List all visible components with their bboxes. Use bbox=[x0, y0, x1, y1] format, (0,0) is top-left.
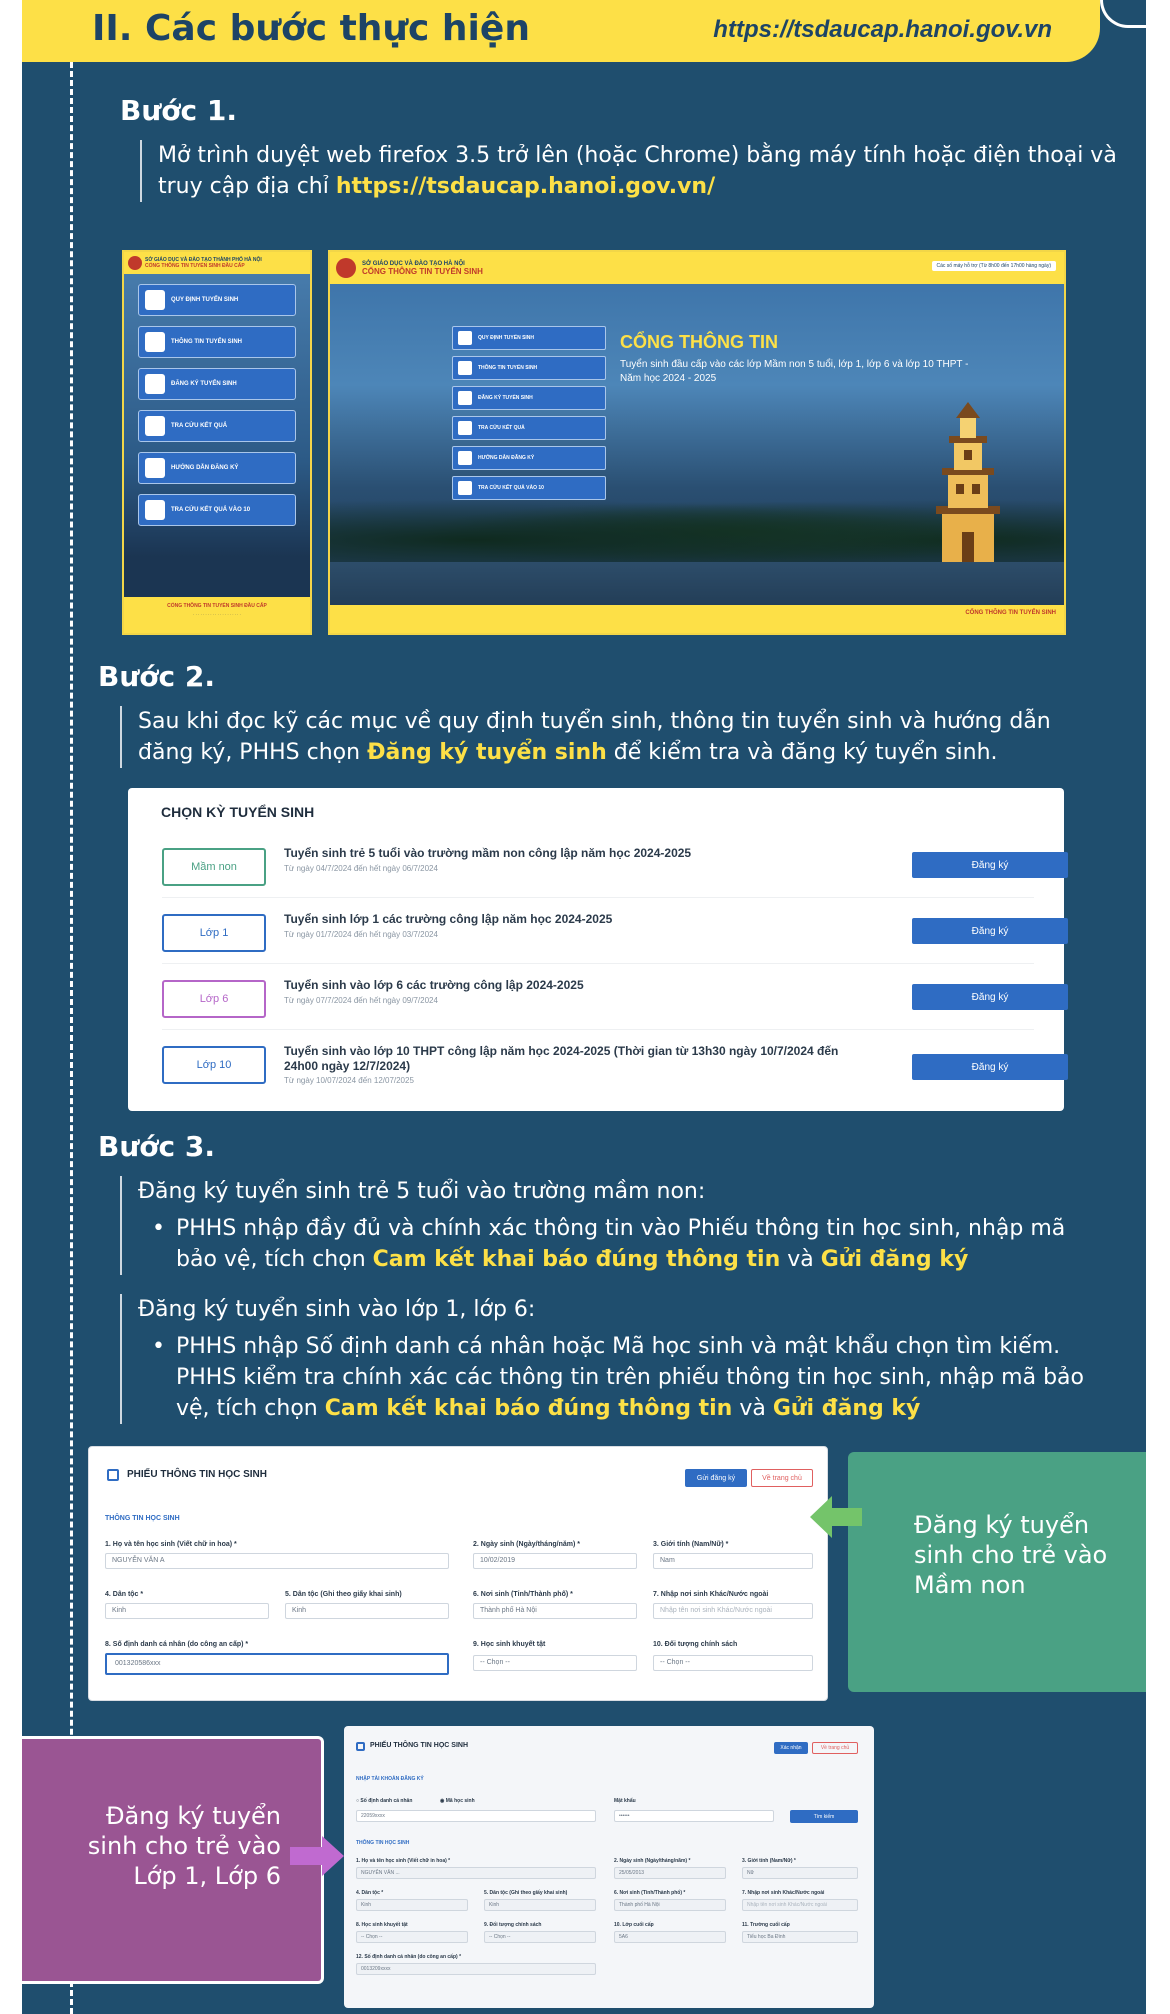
step3-mn-bullet bbox=[138, 1213, 1110, 1275]
step1-heading: Bước 1. bbox=[120, 94, 237, 127]
period-date: Từ ngày 01/7/2024 đến hết ngày 03/7/2024 bbox=[284, 930, 438, 939]
infographic-poster bbox=[22, 0, 1146, 2014]
form-title: PHIẾU THÔNG TIN HỌC SINH bbox=[370, 1742, 469, 1749]
mobile-portal: CỔNG THÔNG TIN TUYỂN SINH ĐẦU CẤP bbox=[145, 263, 245, 269]
other-birthplace-label: 7. Nhập nơi sinh Khác/Nước ngoài bbox=[653, 1591, 769, 1598]
desktop-menu-label: QUY ĐỊNH TUYỂN SINH bbox=[478, 335, 535, 341]
step1-link[interactable]: https://tsdaucap.hanoi.gov.vn/ bbox=[335, 174, 716, 199]
mobile-menu-label: TRA CỨU KẾT QUẢ VÀO 10 bbox=[171, 507, 251, 513]
turtle-tower-illustration bbox=[912, 402, 1024, 572]
confirm-button[interactable]: Xác nhận bbox=[774, 1742, 808, 1754]
dob-input[interactable]: 25/05/2013 bbox=[614, 1867, 726, 1879]
step3-mn-intro: Đăng ký tuyển sinh trẻ 5 tuổi vào trường mầm non: bbox=[138, 1179, 706, 1204]
desktop-menu-item[interactable] bbox=[452, 386, 606, 410]
password-input[interactable]: •••••• bbox=[614, 1810, 774, 1822]
section-title: THÔNG TIN HỌC SINH bbox=[105, 1515, 180, 1522]
desktop-menu-item[interactable] bbox=[452, 326, 606, 350]
dob-input[interactable]: 10/02/2019 bbox=[473, 1553, 637, 1569]
last-class-input[interactable]: 5A6 bbox=[614, 1931, 726, 1943]
period-tag: Mầm non bbox=[162, 848, 266, 886]
form-icon bbox=[107, 1469, 119, 1481]
moet-logo-icon bbox=[336, 258, 356, 278]
search-icon bbox=[145, 416, 165, 436]
step3-l16-bullet bbox=[138, 1331, 1110, 1424]
desktop-menu-label: TRA CỨU KẾT QUẢ bbox=[478, 425, 525, 431]
desktop-portal: CỔNG THÔNG TIN TUYỂN SINH bbox=[362, 266, 483, 276]
arrow-right-icon bbox=[290, 1836, 344, 1876]
birthplace-select[interactable]: Thành phố Hà Nội bbox=[614, 1899, 726, 1911]
id-label: 8. Số định danh cá nhân (do công an cấp) * bbox=[105, 1641, 249, 1648]
radio-student-code[interactable]: ◉ Mã học sinh bbox=[440, 1798, 475, 1804]
register-icon bbox=[458, 391, 472, 405]
gender-select[interactable]: Nam bbox=[653, 1553, 813, 1569]
name-label: 1. Họ và tên học sinh (Viết chữ in hoa) * bbox=[356, 1858, 451, 1864]
policy-label: 10. Đối tượng chính sách bbox=[653, 1641, 738, 1648]
desktop-footer-title: CỔNG THÔNG TIN TUYỂN SINH bbox=[965, 610, 1056, 616]
home-button[interactable]: Về trang chủ bbox=[812, 1742, 858, 1754]
radio-label: Mã học sinh bbox=[445, 1798, 475, 1804]
submit-highlight: Gửi đăng ký bbox=[772, 1396, 921, 1421]
step3-mn-block bbox=[120, 1176, 1110, 1275]
desktop-portal-screenshot bbox=[328, 250, 1066, 635]
other-birthplace-label: 7. Nhập nơi sinh Khác/Nước ngoài bbox=[742, 1890, 825, 1896]
dob-label: 2. Ngày sinh (Ngày/tháng/năm) * bbox=[473, 1541, 580, 1548]
step2-heading: Bước 2. bbox=[98, 660, 215, 693]
ethnicity-label: 4. Dân tộc * bbox=[356, 1890, 384, 1896]
desktop-header bbox=[330, 252, 1064, 284]
desktop-menu-label: TRA CỨU KẾT QUẢ VÀO 10 bbox=[478, 485, 544, 491]
section-title: II. Các bước thực hiện bbox=[92, 8, 530, 49]
desktop-header-text bbox=[362, 261, 483, 276]
name-label: 1. Họ và tên học sinh (Viết chữ in hoa) * bbox=[105, 1541, 237, 1548]
bullet-connector: và bbox=[780, 1247, 821, 1272]
step1-text-body: Mở trình duyệt web firefox 3.5 trở lên (hoặc Chrome) bằng máy tính hoặc điện thoại và truy cập địa chỉ bbox=[158, 143, 1117, 199]
ethnicity-birth-label: 5. Dân tộc (Ghi theo giấy khai sinh) bbox=[484, 1890, 568, 1896]
header-url[interactable]: https://tsdaucap.hanoi.gov.vn bbox=[713, 16, 1052, 43]
home-button[interactable]: Về trang chủ bbox=[751, 1469, 813, 1487]
mobile-footer-title: CỔNG THÔNG TIN TUYỂN SINH ĐẦU CẤP bbox=[167, 603, 267, 609]
ethnicity-select[interactable]: Kinh bbox=[105, 1603, 269, 1619]
period-row bbox=[162, 898, 1034, 964]
search-icon bbox=[458, 421, 472, 435]
support-phone-link[interactable]: Các số máy hỗ trợ (Từ 8h00 đến 17h00 hàng ngày) bbox=[932, 261, 1056, 271]
gender-label: 3. Giới tính (Nam/Nữ) * bbox=[742, 1858, 796, 1864]
result-icon bbox=[145, 500, 165, 520]
period-tag: Lớp 10 bbox=[162, 1046, 266, 1084]
guide-icon bbox=[458, 451, 472, 465]
mobile-footer-contact: · · · · · · · · · · · · · · · · · · · · bbox=[193, 612, 241, 617]
document-icon bbox=[458, 331, 472, 345]
other-birthplace-input[interactable]: Nhập tên nơi sinh Khác/Nước ngoài bbox=[742, 1899, 858, 1911]
mobile-menu-label: THÔNG TIN TUYỂN SINH bbox=[171, 339, 243, 345]
mobile-menu-item[interactable] bbox=[138, 494, 296, 526]
document-icon bbox=[145, 290, 165, 310]
step3-l16-block bbox=[120, 1294, 1110, 1424]
personal-id-input[interactable]: 001320586xxx bbox=[105, 1653, 449, 1675]
grade1-6-callout-text: Đăng ký tuyển sinh cho trẻ vào Lớp 1, Lớp 6 bbox=[87, 1802, 281, 1890]
portal-hero-title: CỔNG THÔNG TIN bbox=[620, 332, 778, 352]
desktop-menu-item[interactable] bbox=[452, 476, 606, 500]
period-row bbox=[162, 1030, 1034, 1104]
disability-label: 9. Học sinh khuyết tật bbox=[473, 1641, 546, 1648]
result-icon bbox=[458, 481, 472, 495]
birthplace-select[interactable]: Thành phố Hà Nội bbox=[473, 1603, 637, 1619]
arrow-left-icon bbox=[810, 1496, 862, 1538]
register-button[interactable]: Đăng ký bbox=[912, 918, 1068, 944]
kindergarten-form-screenshot bbox=[88, 1446, 828, 1701]
ethnicity-select[interactable]: Kinh bbox=[356, 1899, 468, 1911]
guide-icon bbox=[145, 458, 165, 478]
register-button[interactable]: Đăng ký bbox=[912, 1054, 1068, 1080]
step3-heading: Bước 3. bbox=[98, 1130, 215, 1163]
student-code-input[interactable]: 22059xxxx bbox=[356, 1810, 596, 1822]
birthplace-label: 6. Nơi sinh (Tỉnh/Thành phố) * bbox=[473, 1591, 573, 1598]
last-class-label: 10. Lớp cuối cấp bbox=[614, 1922, 654, 1928]
ethnicity-label: 4. Dân tộc * bbox=[105, 1591, 144, 1598]
name-input[interactable]: NGUYỄN VĂN ... bbox=[356, 1867, 596, 1879]
info-icon bbox=[145, 332, 165, 352]
disability-select[interactable]: -- Chọn -- bbox=[473, 1655, 637, 1671]
mobile-menu-label: TRA CỨU KẾT QUẢ bbox=[171, 423, 228, 429]
corner-decoration bbox=[1100, 0, 1146, 28]
submit-button[interactable]: Gửi đăng ký bbox=[685, 1469, 747, 1487]
grade1-6-callout bbox=[22, 1736, 324, 1984]
period-date: Từ ngày 07/7/2024 đến hết ngày 09/7/2024 bbox=[284, 996, 438, 1005]
policy-label: 9. Đối tượng chính sách bbox=[484, 1922, 542, 1928]
mobile-menu-item[interactable] bbox=[138, 452, 296, 484]
form-icon bbox=[356, 1742, 365, 1751]
last-school-label: 11. Trường cuối cấp bbox=[742, 1922, 790, 1928]
period-date: Từ ngày 04/7/2024 đến hết ngày 06/7/2024 bbox=[284, 864, 438, 873]
period-name: Tuyển sinh vào lớp 6 các trường công lập 2024-2025 bbox=[284, 978, 584, 992]
period-date: Từ ngày 10/07/2024 đến 12/07/2025 bbox=[284, 1076, 414, 1085]
step2-text bbox=[120, 706, 1100, 768]
period-name: Tuyển sinh vào lớp 10 THPT công lập năm học 2024-2025 (Thời gian từ 13h30 ngày 10/7/2024 đến 24h00 ngày 12/7/2024) bbox=[284, 1044, 839, 1073]
card-title: CHỌN KỲ TUYỂN SINH bbox=[161, 804, 315, 820]
desktop-menu-label: HƯỚNG DẪN ĐĂNG KÝ bbox=[478, 455, 535, 461]
commit-highlight: Cam kết khai báo đúng thông tin bbox=[324, 1396, 733, 1421]
mobile-org: SỞ GIÁO DỤC VÀ ĐÀO TẠO THÀNH PHỐ HÀ NỘI bbox=[145, 257, 262, 263]
kindergarten-callout bbox=[848, 1452, 1146, 1692]
bullet-text: PHHS nhập đầy đủ và chính xác thông tin vào Phiếu thông tin học sinh, nhập mã bảo vệ, tích chọn bbox=[176, 1216, 1066, 1272]
register-button[interactable]: Đăng ký bbox=[912, 984, 1068, 1010]
portal-hero-subtitle: Tuyển sinh đầu cấp vào các lớp Mầm non 5 tuổi, lớp 1, lớp 6 và lớp 10 THPT - Năm học 2024 - 2025 bbox=[620, 359, 969, 384]
birthplace-label: 6. Nơi sinh (Tỉnh/Thành phố) * bbox=[614, 1890, 686, 1896]
personal-id-label: 12. Số định danh cá nhân (do công an cấp) * bbox=[356, 1954, 462, 1960]
password-label: Mật khẩu bbox=[614, 1798, 636, 1804]
admission-period-card bbox=[128, 788, 1064, 1111]
info-section: THÔNG TIN HỌC SINH bbox=[356, 1840, 410, 1846]
ethnicity-birth-input[interactable]: Kinh bbox=[484, 1899, 596, 1911]
step1-text bbox=[140, 140, 1130, 202]
disability-select[interactable]: -- Chọn -- bbox=[356, 1931, 468, 1943]
header-banner bbox=[22, 0, 1100, 62]
timeline-dashed-line bbox=[70, 62, 73, 2014]
mobile-menu-label: HƯỚNG DẪN ĐĂNG KÝ bbox=[171, 465, 239, 471]
ethnicity-birth-input[interactable]: Kinh bbox=[285, 1603, 449, 1619]
mobile-menu-item[interactable] bbox=[138, 368, 296, 400]
bullet-text: PHHS nhập Số định danh cá nhân hoặc Mã học sinh và mật khẩu chọn tìm kiếm. PHHS kiểm tra chính xác các thông tin trên phiếu thông tin học sinh, nhập mã bảo vệ, tích chọn bbox=[176, 1334, 1084, 1421]
mobile-header bbox=[124, 252, 310, 274]
register-icon bbox=[145, 374, 165, 394]
commit-highlight: Cam kết khai báo đúng thông tin bbox=[372, 1247, 781, 1272]
gender-label: 3. Giới tính (Nam/Nữ) * bbox=[653, 1541, 729, 1548]
last-school-input[interactable]: Tiểu học Ba Đình bbox=[742, 1931, 858, 1943]
mobile-portal-screenshot bbox=[122, 250, 312, 635]
moet-logo-icon bbox=[128, 256, 142, 270]
mobile-footer bbox=[124, 597, 310, 633]
step2-text-tail: để kiểm tra và đăng ký tuyển sinh. bbox=[606, 740, 998, 765]
period-name: Tuyển sinh trẻ 5 tuổi vào trường mầm non công lập năm học 2024-2025 bbox=[284, 846, 692, 860]
period-row bbox=[162, 964, 1034, 1030]
info-icon bbox=[458, 361, 472, 375]
mobile-menu-item[interactable] bbox=[138, 326, 296, 358]
step2-text-body: Sau khi đọc kỹ các mục về quy định tuyển sinh, thông tin tuyển sinh và hướng dẫn đăng ký, PHHS chọn bbox=[138, 709, 1051, 765]
grade1-6-form-screenshot bbox=[344, 1726, 874, 2008]
policy-select[interactable]: -- Chọn -- bbox=[653, 1655, 813, 1671]
mobile-menu-item[interactable] bbox=[138, 410, 296, 442]
period-tag: Lớp 1 bbox=[162, 914, 266, 952]
account-section: NHẬP TÀI KHOẢN ĐĂNG KÝ bbox=[356, 1776, 424, 1782]
radio-personal-id[interactable]: ○ Số định danh cá nhân bbox=[356, 1798, 413, 1804]
desktop-org: SỞ GIÁO DỤC VÀ ĐÀO TẠO HÀ NỘI bbox=[362, 260, 465, 267]
mobile-header-text bbox=[145, 257, 262, 269]
desktop-footer bbox=[330, 605, 1064, 633]
desktop-menu bbox=[452, 326, 606, 500]
bullet-connector: và bbox=[732, 1396, 773, 1421]
policy-select[interactable]: -- Chọn -- bbox=[484, 1931, 596, 1943]
dob-label: 2. Ngày sinh (Ngày/tháng/năm) * bbox=[614, 1858, 691, 1864]
step2-highlight: Đăng ký tuyển sinh bbox=[367, 740, 607, 765]
ethnicity-birth-label: 5. Dân tộc (Ghi theo giấy khai sinh) bbox=[285, 1591, 402, 1598]
gender-select[interactable]: Nữ bbox=[742, 1867, 858, 1879]
step3-l16-intro: Đăng ký tuyển sinh vào lớp 1, lớp 6: bbox=[138, 1297, 536, 1322]
kindergarten-callout-text: Đăng ký tuyển sinh cho trẻ vào Mầm non bbox=[914, 1511, 1108, 1599]
desktop-menu-item[interactable] bbox=[452, 356, 606, 380]
mobile-menu-item[interactable] bbox=[138, 284, 296, 316]
name-input[interactable]: NGUYỄN VĂN A bbox=[105, 1553, 449, 1569]
mobile-menu-label: QUY ĐỊNH TUYỂN SINH bbox=[171, 297, 239, 303]
desktop-menu-item[interactable] bbox=[452, 416, 606, 440]
desktop-menu-label: ĐĂNG KÝ TUYỂN SINH bbox=[478, 395, 533, 401]
submit-highlight: Gửi đăng ký bbox=[820, 1247, 969, 1272]
search-button[interactable]: Tìm kiếm bbox=[790, 1810, 858, 1823]
mobile-menu bbox=[124, 274, 310, 536]
other-birthplace-input[interactable]: Nhập tên nơi sinh Khác/Nước ngoài bbox=[653, 1603, 813, 1619]
period-row bbox=[162, 832, 1034, 898]
register-button[interactable]: Đăng ký bbox=[912, 852, 1068, 878]
period-name: Tuyển sinh lớp 1 các trường công lập năm học 2024-2025 bbox=[284, 912, 613, 926]
period-tag: Lớp 6 bbox=[162, 980, 266, 1018]
mobile-menu-label: ĐĂNG KÝ TUYỂN SINH bbox=[171, 381, 237, 387]
desktop-menu-label: THÔNG TIN TUYỂN SINH bbox=[478, 365, 538, 371]
radio-label: Số định danh cá nhân bbox=[360, 1798, 413, 1804]
personal-id-input[interactable]: 0013209xxxx bbox=[356, 1963, 596, 1975]
form-title: PHIẾU THÔNG TIN HỌC SINH bbox=[127, 1469, 268, 1480]
disability-label: 8. Học sinh khuyết tật bbox=[356, 1922, 408, 1928]
desktop-menu-item[interactable] bbox=[452, 446, 606, 470]
